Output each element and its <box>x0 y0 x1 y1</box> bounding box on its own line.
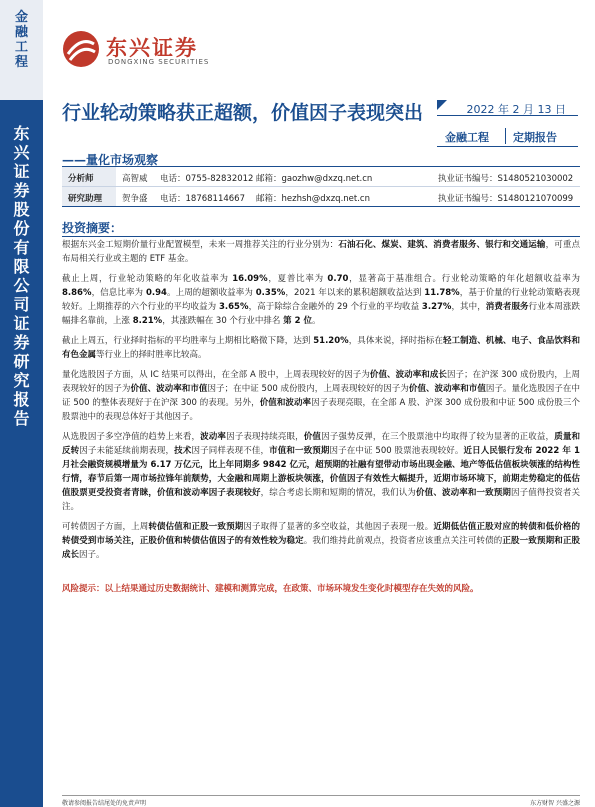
company-logo <box>62 30 222 72</box>
divider <box>437 115 578 116</box>
analyst-email[interactable]: 邮箱：hezhsh@dxzq.net.cn <box>256 194 370 204</box>
report-category <box>8 10 35 70</box>
emphasis-text: 价值、波动率和市值 <box>408 384 486 394</box>
summary-paragraph <box>62 334 580 362</box>
analyst-role: 分析师 <box>68 174 94 184</box>
emphasis-text: 价值 <box>303 432 322 442</box>
body-text: 因子。 <box>79 550 105 560</box>
divider <box>437 146 578 147</box>
emphasis-text: 3.65% <box>219 302 249 312</box>
emphasis-text: 0.70 <box>327 274 349 284</box>
tag-separator <box>505 128 506 144</box>
section-heading-text: 投资摘要： <box>62 221 123 235</box>
emphasis-text: 51.20% <box>313 336 349 346</box>
sidebar-category-panel <box>0 0 43 100</box>
body-text: ，其中， <box>451 302 486 312</box>
emphasis-text: 0.35% <box>255 288 286 298</box>
corner-marker-icon <box>437 100 447 110</box>
report-date: 2022 年 2 月 13 日 <box>466 103 566 116</box>
body-text: 因子值得投资者关注。 <box>62 488 580 512</box>
summary-paragraph <box>62 272 580 328</box>
body-text: 量化选股因子方面，从 IC 结果可以得出，在全部 A 股中，上周表现较好的因子为 <box>62 370 370 380</box>
org-char: 券 <box>13 181 30 200</box>
body-text: 可转债因子方面，上周 <box>62 522 149 532</box>
body-text: ，信息比率为 <box>91 288 146 298</box>
body-text: 从选股因子多空净值的趋势上来看， <box>62 432 201 442</box>
analyst-phone: 电话：0755-82832012 <box>160 174 254 184</box>
org-char: 份 <box>13 219 30 238</box>
emphasis-text: 8.86% <box>62 288 92 298</box>
analyst-name: 贺争盛 <box>122 194 148 204</box>
footer-disclaimer: 敬请参阅报告结尾处的免责声明 <box>62 800 147 807</box>
emphasis-text: 技术 <box>174 446 192 456</box>
analyst-cert: 执业证书编号：S1480121070099 <box>438 194 574 204</box>
category-char: 工 <box>14 40 28 55</box>
emphasis-text: 8.21% <box>132 316 163 326</box>
body-text: 。 <box>311 316 321 326</box>
logo-emblem-icon <box>62 30 100 68</box>
tag-category: 金融工程 <box>445 131 489 144</box>
footer-divider <box>62 795 580 796</box>
analyst-row <box>62 187 580 206</box>
emphasis-text: 波动率 <box>200 432 227 442</box>
org-char: 股 <box>13 200 30 219</box>
tag-report-type: 定期报告 <box>513 131 557 144</box>
sidebar <box>0 0 43 807</box>
body-text: ，基于价量的行业轮动策略表现较好。上期推荐的六个行业的平均收益为 <box>62 288 581 312</box>
body-text: ，夏普比率为 <box>267 274 328 284</box>
org-char: 限 <box>13 257 30 276</box>
summary-body <box>62 238 580 568</box>
body-text: 因子同样表现不佳， <box>191 446 270 456</box>
emphasis-text: 16.09% <box>232 274 268 284</box>
category-char: 融 <box>14 25 28 40</box>
analyst-phone: 电话：18768114667 <box>160 194 245 204</box>
body-text: 因子取得了显著的多空收益，其他因子表现一般。 <box>243 522 434 532</box>
body-text: ，可重点布局相关行业或主题的 ETF 基金。 <box>62 240 580 264</box>
org-char: 有 <box>13 238 30 257</box>
body-text: 因子在中证 500 股票池表现较好。 <box>329 446 464 456</box>
emphasis-text: 价值、波动率和一致预期 <box>416 488 512 498</box>
analyst-table <box>62 166 580 207</box>
emphasis-text: 轻工制造、机械、电子、食品饮料和有色金属 <box>62 336 580 360</box>
summary-paragraph <box>62 238 580 266</box>
org-char: 证 <box>13 314 30 333</box>
org-char: 究 <box>13 371 30 390</box>
emphasis-text: 正股一致预期和正股成长 <box>62 536 580 560</box>
org-char: 兴 <box>13 143 30 162</box>
analyst-email[interactable]: 邮箱：gaozhw@dxzq.net.cn <box>256 174 373 184</box>
emphasis-text: 3.27% <box>421 302 452 312</box>
body-text: 因子表现亮眼，在全部 A 股、沪深 300 成份股和中证 500 成份股三个股票池中的表现总体好于其他因子。 <box>62 398 580 422</box>
org-char: 公 <box>13 276 30 295</box>
body-text: 因子强势反弹，在三个股票池中均取得了较为显著的正收益， <box>321 432 555 442</box>
emphasis-text: 第 2 位 <box>283 316 312 326</box>
report-meta-box <box>437 100 578 148</box>
analyst-name: 高智威 <box>122 174 148 184</box>
body-text: ，显著高于基准组合。行业轮动策略的年化超额收益率为 <box>348 274 580 284</box>
org-char: 东 <box>13 124 30 143</box>
category-char: 程 <box>14 55 28 70</box>
org-char: 司 <box>13 295 30 314</box>
summary-paragraph <box>62 430 580 514</box>
body-text: ，高于除综合金融外的 29 个行业的平均收益 <box>248 302 422 312</box>
analyst-role: 研究助理 <box>68 194 103 204</box>
body-text: 。我们维持此前观点，投资者应该重点关注可转债的 <box>303 536 503 546</box>
emphasis-text: 近期低估值正股对应的转债和低价格的转债受到市场关注，正股价值和转债估值因子的有效性较为稳定 <box>62 522 580 546</box>
risk-warning: 风险提示：以上结果通过历史数据统计、建模和测算完成，在政策、市场环境发生变化时模型存在失效的风险。 <box>62 584 479 594</box>
category-char: 金 <box>14 10 28 25</box>
footer-slogan: 东方财智 兴盛之源 <box>530 800 580 807</box>
summary-paragraph <box>62 520 580 562</box>
logo-name-en: DONGXING SECURITIES <box>108 58 210 66</box>
org-char: 告 <box>13 409 30 428</box>
emphasis-text: 价值、波动率和市值 <box>130 384 208 394</box>
organization-name <box>11 124 32 428</box>
logo-name-cn: 东兴证券 <box>106 36 198 60</box>
analyst-row <box>62 167 580 187</box>
body-text: 因子表现持续亮眼， <box>226 432 304 442</box>
emphasis-text: 0.94 <box>145 288 167 298</box>
emphasis-text: 近日人民银行发布 2022 年 1 月社会融资规模增量为 6.17 万亿元，比上年同期多 9842 亿元，超预期的社融有望带动市场出现金融、地产等低估值板块领涨的结构性行情，春节后第一周市场拉锋年前颓势，大金融和周期上游板块领涨，价值因子有效性大幅提升，近期市场环境下，前期走势稳定的低估值股票更受投资者青睐，价值和波动率因子表现较好 <box>62 446 580 498</box>
body-text: 截止上周五，行业择时指标的平均胜率与上期相比略微下降，达到 <box>62 336 314 346</box>
body-text: ，2021 年以来的累积超额收益达到 <box>285 288 425 298</box>
body-text: 因子未能延续前期表现， <box>79 446 175 456</box>
emphasis-text: 转债估值和正股一致预期 <box>148 522 244 532</box>
body-text: ，综合考虑长期和短期的情况，我们认为 <box>260 488 417 498</box>
body-text: 等行业上的择时胜率比较高。 <box>96 350 207 360</box>
emphasis-text: 市值和一致预期 <box>269 446 330 456</box>
section-heading <box>62 218 580 237</box>
body-text: ，具体来说，择时指标在 <box>348 336 443 346</box>
emphasis-text: 消费者服务 <box>485 302 529 312</box>
org-char: 证 <box>13 162 30 181</box>
body-text: 。上周的超额收益率为 <box>166 288 256 298</box>
emphasis-text: 质量和反转 <box>62 432 580 456</box>
emphasis-text: 价值和波动率 <box>259 398 312 408</box>
org-char: 券 <box>13 333 30 352</box>
org-char: 研 <box>13 352 30 371</box>
analyst-cert: 执业证书编号：S1480521030002 <box>438 174 574 184</box>
body-text: 因子。量化选股因子在中证 500 的整体表现好于在沪深 300 的表现。另外， <box>62 384 580 408</box>
body-text: ，其涨跌幅在 30 个行业中排名 <box>162 316 284 326</box>
body-text: 因子；在沪深 300 成份股内，上周表现较好的因子为 <box>62 370 580 394</box>
emphasis-text: 石油石化、煤炭、建筑、消费者服务、银行和交通运输 <box>338 240 546 250</box>
body-text: 行业本周涨跌幅排名靠前，上涨 <box>62 302 580 326</box>
body-text: 截止上周，行业轮动策略的年化收益率为 <box>62 274 233 284</box>
report-title: 行业轮动策略获正超额，价值因子表现突出 <box>62 102 424 124</box>
report-subtitle: ——量化市场观察 <box>62 153 159 167</box>
emphasis-text: 11.78% <box>424 288 460 298</box>
summary-paragraph <box>62 368 580 424</box>
emphasis-text: 价值、波动率和成长 <box>369 370 447 380</box>
body-text: 根据东兴金工短期价量行业配置模型，未来一周推荐关注的行业分别为： <box>62 240 339 250</box>
body-text: 因子；在中证 500 成份股内，上周表现较好的因子为 <box>207 384 409 394</box>
org-char: 报 <box>13 390 30 409</box>
